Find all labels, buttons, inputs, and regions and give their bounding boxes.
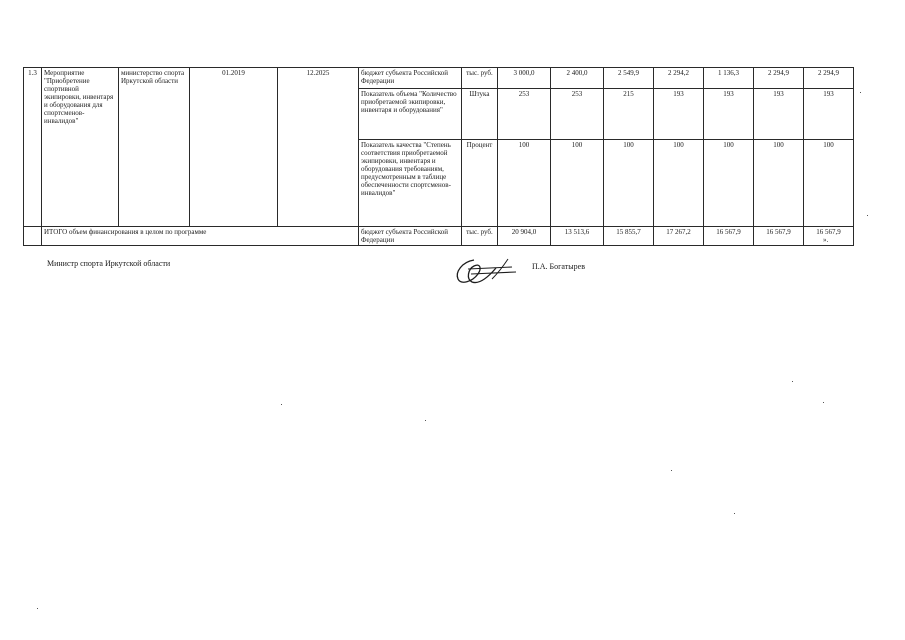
value-cell: 2 294,9 [754,68,804,89]
indicator-volume: Показатель объема "Количество приобретаемой экипировки, инвентаря и оборудования" [359,89,462,140]
value-cell: 100 [604,140,654,227]
table-row [24,68,854,89]
value-cell: 1 136,3 [704,68,754,89]
total-value-cell: 16 567,9 [704,227,754,246]
empty-cell [24,227,42,246]
signature-image [452,255,526,289]
value-cell: 215 [604,89,654,140]
value-cell: 193 [654,89,704,140]
end-date: 12.2025 [278,68,359,227]
table-row-total [24,227,854,246]
signatory-name: П.А. Богатырев [532,262,585,271]
value-cell: 100 [804,140,854,227]
value-cell: 2 400,0 [551,68,604,89]
unit: тыс. руб. [462,227,498,246]
executor: министерство спорта Иркутской области [119,68,190,227]
closing-quote: ». [823,236,829,244]
funding-source: бюджет субъекта Российской Федерации [359,68,462,89]
value-cell: 100 [551,140,604,227]
total-value-cell: 16 567,9 [804,227,854,246]
program-table [23,67,854,246]
value-cell: 253 [551,89,604,140]
total-value-cell: 13 513,6 [551,227,604,246]
value-cell: 2 294,2 [654,68,704,89]
value-cell: 2 549,9 [604,68,654,89]
total-label: ИТОГО объем финансирования в целом по программе [42,227,359,246]
total-value-cell: 20 904,0 [498,227,551,246]
value-cell: 253 [498,89,551,140]
indicator-quality: Показатель качества "Степень соответствия приобретаемой экипировки, инвентаря и оборудования требованиям, предусмотренным в таблице обеспеченности спортсменов-инвалидов" [359,140,462,227]
unit: Штука [462,89,498,140]
total-value-cell: 15 855,7 [604,227,654,246]
value-cell: 193 [704,89,754,140]
value-cell: 3 000,0 [498,68,551,89]
value-cell: 100 [654,140,704,227]
value-cell: 100 [498,140,551,227]
value-cell: 100 [754,140,804,227]
start-date: 01.2019 [190,68,278,227]
activity-name: Мероприятие "Приобретение спортивной экипировки, инвентаря и оборудования для спортсменов-инвалидов" [42,68,119,227]
value-cell: 100 [704,140,754,227]
row-number: 1.3 [24,68,42,227]
total-value-cell: 16 567,9 [754,227,804,246]
value-cell: 2 294,9 [804,68,854,89]
funding-source: бюджет субъекта Российской Федерации [359,227,462,246]
total-value-cell: 17 267,2 [654,227,704,246]
signatory-position: Министр спорта Иркутской области [47,259,171,268]
unit: Процент [462,140,498,227]
unit: тыс. руб. [462,68,498,89]
value-cell: 193 [804,89,854,140]
value-cell: 193 [754,89,804,140]
